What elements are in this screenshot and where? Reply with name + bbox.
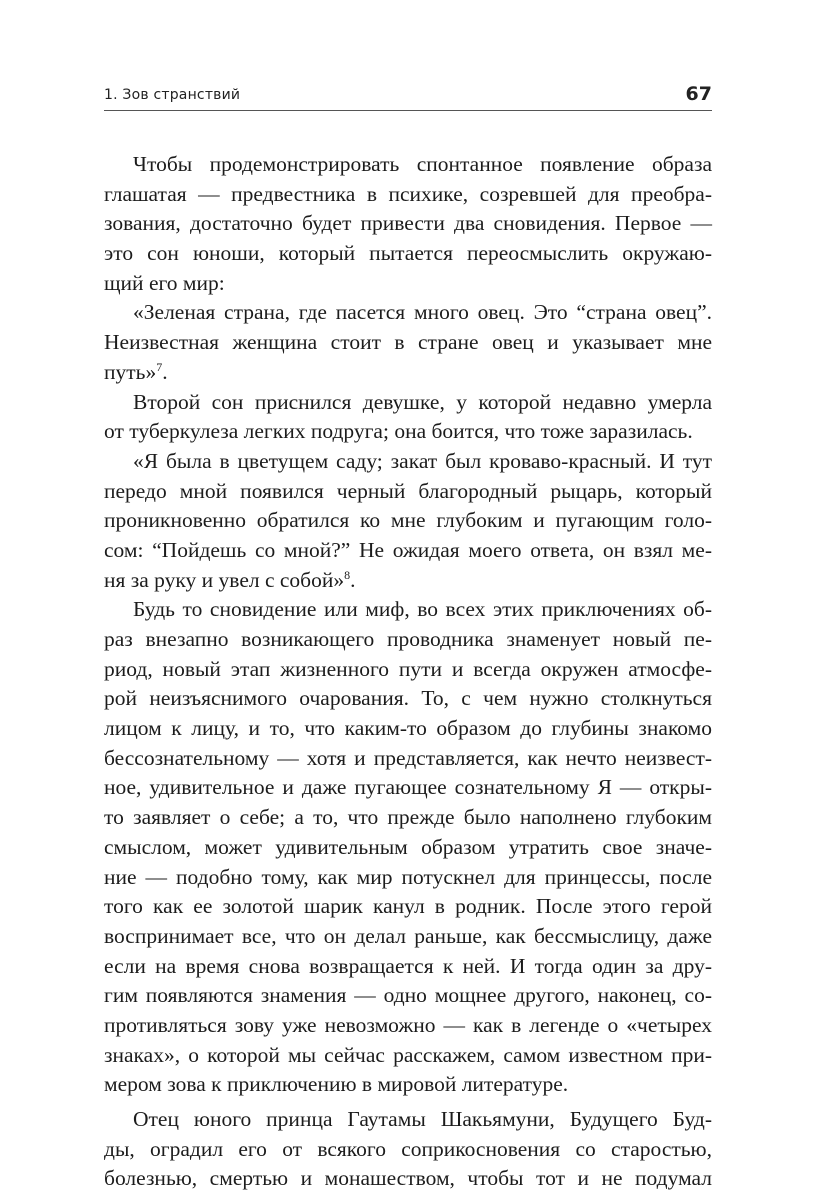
- body-text: [104, 150, 712, 1194]
- text-line: Второй сон приснился девушке, у которой недавно умерла: [133, 389, 712, 414]
- paragraph-6: [104, 1105, 712, 1194]
- text-line: если на время снова возвращается к ней. И тогда один за дру-: [104, 953, 712, 978]
- text-line: это сон юноши, который пытается переосмыслить окружаю-: [104, 241, 712, 266]
- text-line: зования, достаточно будет привести два сновидения. Первое —: [104, 211, 712, 236]
- text-line: мером зова к приключению в мировой литературе.: [104, 1072, 569, 1097]
- footnote-ref-7[interactable]: 7: [156, 359, 163, 374]
- text-line: ное, удивительное и даже пугающее сознательному Я — откры-: [104, 775, 712, 800]
- text-line: риод, новый этап жизненного пути и всегда окружен атмосфе-: [104, 656, 712, 681]
- text-line: лицом к лицу, и то, что каким-то образом до глубины знакомо: [104, 716, 712, 741]
- text-line: болезнью, смертью и монашеством, чтобы тот и не подумал: [104, 1166, 712, 1191]
- text-line: от туберкулеза легких подруга; она боится, что тоже заразилась.: [104, 419, 693, 444]
- text-line: рой неизъяснимого очарования. То, с чем нужно столкнуться: [104, 686, 712, 711]
- text-line: бессознательному — хотя и представляется, как нечто неизвест-: [104, 745, 712, 770]
- page-number: 67: [685, 83, 712, 105]
- paragraph-5: [104, 595, 712, 1100]
- text-fragment: .: [162, 359, 168, 384]
- text-line: ние — подобно тому, как мир потускнел для принцессы, после: [104, 864, 712, 889]
- text-line: противляться зову уже невозможно — как в легенде о «четырех: [104, 1012, 712, 1037]
- text-line: ды, оградил его от всякого соприкосновения со старостью,: [104, 1136, 712, 1161]
- text-line: Отец юного принца Гаутамы Шакьямуни, Будущего Буд-: [133, 1107, 712, 1131]
- text-line: сом: “Пойдешь со мной?” Не ожидая моего ответа, он взял ме-: [104, 537, 712, 562]
- paragraph-4: [104, 447, 712, 595]
- text-line: проникновенно обратился ко мне глубоким и пугающим голо-: [104, 508, 712, 533]
- text-line: глашатая — предвестника в психике, созревшей для преобра-: [104, 181, 712, 206]
- text-line: Чтобы продемонстрировать спонтанное появление образа: [133, 152, 712, 176]
- paragraph-3: [104, 388, 712, 447]
- text-fragment: .: [350, 567, 356, 592]
- text-line: смыслом, может удивительным образом утратить свое значе-: [104, 834, 712, 859]
- text-line: «Зеленая страна, где пасется много овец. Это “страна овец”.: [133, 300, 712, 325]
- text-line: то заявляет о себе; а то, что прежде было наполнено глубоким: [104, 805, 712, 830]
- text-fragment: путь»: [104, 359, 157, 384]
- text-fragment: ня за руку и увел с собой»: [104, 567, 345, 592]
- text-line: Неизвестная женщина стоит в стране овец и указывает мне: [104, 330, 712, 355]
- paragraph-1: [104, 150, 712, 298]
- text-line: раз внезапно возникающего проводника знаменует новый пе-: [104, 627, 712, 651]
- text-line: щий его мир:: [104, 270, 225, 295]
- text-line: того как ее золотой шарик канул в родник. После этого герой: [104, 894, 712, 919]
- text-line: [104, 566, 712, 596]
- paragraph-2: [104, 298, 712, 387]
- text-line: гим появляются знамения — одно мощнее другого, наконец, со-: [104, 983, 712, 1008]
- text-line: передо мной появился черный благородный рыцарь, который: [104, 478, 712, 503]
- text-line: [104, 358, 712, 388]
- page-header: [104, 80, 712, 111]
- text-line: воспринимает все, что он делал раньше, как бессмыслицу, даже: [104, 923, 712, 948]
- text-line: Будь то сновидение или миф, во всех этих приключениях об-: [133, 597, 712, 622]
- footnote-ref-8[interactable]: 8: [344, 567, 351, 582]
- text-line: «Я была в цветущем саду; закат был кроваво-красный. И тут: [133, 448, 712, 473]
- running-head: 1. Зов странствий: [104, 87, 241, 103]
- text-line: знаках», о которой мы сейчас расскажем, самом известном при-: [104, 1042, 712, 1067]
